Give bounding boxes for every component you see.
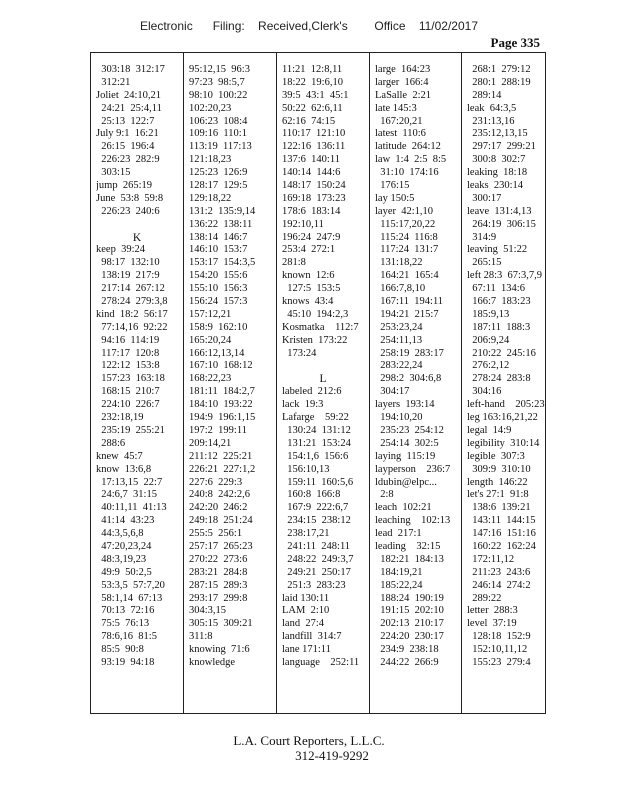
index-entry: 280:1 288:19 xyxy=(467,76,531,88)
index-entry: knowledge xyxy=(189,656,236,668)
index-entry: 24:21 25:4,11 xyxy=(96,102,162,114)
index-entry: 246:14 274:2 xyxy=(467,579,531,591)
index-entry: 167:20,21 xyxy=(375,115,423,127)
index-column-1 xyxy=(91,53,184,713)
index-entry: 227:6 229:3 xyxy=(189,476,243,488)
index-entry: 167:10 168:12 xyxy=(189,360,253,372)
index-entry: 191:15 202:10 xyxy=(375,605,444,617)
index-entry: 106:23 108:4 xyxy=(189,115,248,127)
index-entry: 75:5 76:13 xyxy=(96,618,150,630)
index-entry: 94:16 114:19 xyxy=(96,334,160,346)
index-entry: 254:14 302:5 xyxy=(375,437,439,449)
index-entry: lane 171:11 xyxy=(282,644,331,656)
index-entry: 249:21 250:17 xyxy=(282,566,351,578)
index-entry: 156:24 157:3 xyxy=(189,296,248,308)
index-entry: 224:10 226:7 xyxy=(96,399,160,411)
index-entry: 169:18 173:23 xyxy=(282,192,346,204)
index-entry: keep 39:24 xyxy=(96,244,145,256)
index-entry: lead 217:1 xyxy=(375,528,422,540)
index-entry: 300:17 xyxy=(467,192,502,204)
index-entry: 187:11 188:3 xyxy=(467,321,531,333)
index-entry: 289:22 xyxy=(467,592,502,604)
index-entry: 40:11,11 41:13 xyxy=(96,502,167,514)
index-entry: 305:15 309:21 xyxy=(189,618,253,630)
index-entry: 62:16 74:15 xyxy=(282,115,336,127)
index-entry: 303:18 312:17 xyxy=(96,64,165,75)
index-entry: 288:6 xyxy=(96,437,126,449)
index-entry: 121:18,23 xyxy=(189,154,232,166)
index-entry: 98:10 100:22 xyxy=(189,89,248,101)
index-entry: 78:6,16 81:5 xyxy=(96,631,157,643)
index-entry: 264:19 306:15 xyxy=(467,218,536,230)
index-entry: 283:21 284:8 xyxy=(189,566,248,578)
index-entry: 194:10,20 xyxy=(375,412,423,424)
index-entry: 39:5 43:1 45:1 xyxy=(282,89,349,101)
index-entry: 278:24 283:8 xyxy=(467,373,531,385)
index-entry: 45:10 194:2,3 xyxy=(282,308,349,320)
index-entry: 167:11 194:11 xyxy=(375,296,444,308)
index-section-letter: K xyxy=(132,231,142,244)
index-entry: 268:1 279:12 xyxy=(467,64,531,75)
index-entry: kind 18:2 56:17 xyxy=(96,308,168,320)
index-entry: 226:23 240:6 xyxy=(96,205,160,217)
index-entry: 167:9 222:6,7 xyxy=(282,502,349,514)
index-entry: 304:16 xyxy=(467,386,502,398)
index-entry: law 1:4 2:5 8:5 xyxy=(375,154,447,166)
index-entry: 24:6,7 31:15 xyxy=(96,489,157,501)
index-entry: 206:9,24 xyxy=(467,334,510,346)
index-entry: 211:23 243:6 xyxy=(467,566,531,578)
index-entry: 235:23 254:12 xyxy=(375,424,444,436)
index-entry: 232:18,19 xyxy=(96,412,144,424)
index-entry: June 53:8 59:8 xyxy=(96,192,164,204)
index-entry: leach 102:21 xyxy=(375,502,432,514)
index-entry: leaking 18:18 xyxy=(467,167,528,179)
page-number: Page 335 xyxy=(490,35,540,50)
index-entry: 18:22 19:6,10 xyxy=(282,76,343,88)
index-entry: 226:21 227:1,2 xyxy=(189,463,256,475)
index-entry: 155:10 156:3 xyxy=(189,283,248,295)
index-entry: 258:19 283:17 xyxy=(375,347,444,359)
index-entry: land 27:4 xyxy=(282,618,324,630)
index-entry: 31:10 174:16 xyxy=(375,167,439,179)
index-entry: 147:16 151:16 xyxy=(467,528,536,540)
index-entry: 127:5 153:5 xyxy=(282,283,341,295)
index-entry: 281:8 xyxy=(282,257,306,269)
index-entry: 47:20,23,24 xyxy=(96,540,152,552)
index-entry: 283:22,24 xyxy=(375,360,423,372)
index-entry: leading 32:15 xyxy=(375,540,441,552)
index-entry: layperson 236:7 xyxy=(375,463,451,475)
index-entry: know 13:6,8 xyxy=(96,463,152,475)
index-entry: landfill 314:7 xyxy=(282,631,342,643)
index-entry: 184:10 193:22 xyxy=(189,399,253,411)
index-entry: 293:17 299:8 xyxy=(189,592,248,604)
index-entry: 253:23,24 xyxy=(375,321,423,333)
index-entry: large 164:23 xyxy=(375,64,431,75)
index-entry: 194:9 196:1,15 xyxy=(189,412,256,424)
index-entry: 311:8 xyxy=(189,631,213,643)
index-entry: LAM 2:10 xyxy=(282,605,330,617)
index-entry: 130:24 131:12 xyxy=(282,424,351,436)
index-entry: laying 115:19 xyxy=(375,450,436,462)
index-entry: left-hand 205:23 xyxy=(467,399,545,411)
index-column-3 xyxy=(277,53,370,713)
index-entry: 153:17 154:3,5 xyxy=(189,257,256,269)
index-entry: let's 27:1 91:8 xyxy=(467,489,529,501)
index-entry: July 9:1 16:21 xyxy=(96,128,159,140)
index-entry: 188:24 190:19 xyxy=(375,592,444,604)
index-entry: 242:20 246:2 xyxy=(189,502,248,514)
index-entry: level 37:19 xyxy=(467,618,517,630)
index-entry: 109:16 110:1 xyxy=(189,128,247,140)
index-entry: 110:17 121:10 xyxy=(282,128,346,140)
index-entry: length 146:22 xyxy=(467,476,528,488)
index-entry: 49:9 50:2,5 xyxy=(96,566,152,578)
index-entry: 140:14 144:6 xyxy=(282,167,341,179)
index-entry: 157:12,21 xyxy=(189,308,232,320)
index-entry: 210:22 245:16 xyxy=(467,347,536,359)
index-entry: 154:1,6 156:6 xyxy=(282,450,349,462)
index-entry: 241:11 248:11 xyxy=(282,540,351,552)
index-entry: 168:22,23 xyxy=(189,373,232,385)
index-entry: latest 110:6 xyxy=(375,128,426,140)
index-entry: labeled 212:6 xyxy=(282,386,342,398)
index-entry: 312:21 xyxy=(96,76,131,88)
index-entry: 300:8 302:7 xyxy=(467,154,526,166)
index-entry: knowing 71:6 xyxy=(189,644,250,656)
index-entry: Kristen 173:22 xyxy=(282,334,348,346)
index-entry: leaving 51:22 xyxy=(467,244,528,256)
index-entry: leave 131:4,13 xyxy=(467,205,532,217)
index-entry: 249:18 251:24 xyxy=(189,515,253,527)
page-footer xyxy=(0,733,618,763)
index-entry: 176:15 xyxy=(375,180,410,192)
index-entry: 152:10,11,12 xyxy=(467,644,528,656)
index-entry: 159:11 160:5,6 xyxy=(282,476,354,488)
index-entry: 172:11,12 xyxy=(467,553,515,565)
index-entry: 117:24 131:7 xyxy=(375,244,439,256)
index-entry: known 12:6 xyxy=(282,270,335,282)
index-entry: 196:24 247:9 xyxy=(282,231,341,243)
index-entry: 287:15 289:3 xyxy=(189,579,248,591)
index-entry: 217:14 267:12 xyxy=(96,283,165,295)
index-entry: 178:6 183:14 xyxy=(282,205,341,217)
index-entry: 125:23 126:9 xyxy=(189,167,248,179)
index-entry: 270:22 273:6 xyxy=(189,553,248,565)
index-entry: 166:7,8,10 xyxy=(375,283,426,295)
index-table xyxy=(90,52,546,714)
index-entry: 165:20,24 xyxy=(189,334,232,346)
index-entry: 173:24 xyxy=(282,347,317,359)
index-entry: 148:17 150:24 xyxy=(282,180,346,192)
index-entry: 254:11,13 xyxy=(375,334,423,346)
index-entry: 70:13 72:16 xyxy=(96,605,155,617)
index-entry: 168:15 210:7 xyxy=(96,386,160,398)
index-entry: 129:18,22 xyxy=(189,192,232,204)
index-entry: 67:11 134:6 xyxy=(467,283,525,295)
index-entry: 158:9 162:10 xyxy=(189,321,248,333)
reporter-company: L.A. Court Reporters, L.L.C. xyxy=(233,733,385,748)
index-entry: 11:21 12:8,11 xyxy=(282,64,343,75)
index-entry: lack 19:3 xyxy=(282,399,324,411)
index-section-letter: L xyxy=(319,373,327,386)
index-entry: 289:14 xyxy=(467,89,502,101)
index-entry: 85:5 90:8 xyxy=(96,644,144,656)
index-entry: knew 45:7 xyxy=(96,450,143,462)
index-entry: 185:9,13 xyxy=(467,308,510,320)
index-entry: 131:18,22 xyxy=(375,257,423,269)
index-entry: jump 265:19 xyxy=(96,180,153,192)
index-entry: 44:3,5,6,8 xyxy=(96,528,144,540)
index-entry: 25:13 122:7 xyxy=(96,115,155,127)
index-entry: 93:19 94:18 xyxy=(96,656,155,668)
index-entry: 255:5 256:1 xyxy=(189,528,243,540)
index-entry: 226:23 282:9 xyxy=(96,154,160,166)
index-entry: late 145:3 xyxy=(375,102,417,114)
index-entry: 157:23 163:18 xyxy=(96,373,165,385)
index-entry: 166:12,13,14 xyxy=(189,347,245,359)
index-entry: layer 42:1,10 xyxy=(375,205,434,217)
index-entry: 26:15 196:4 xyxy=(96,141,155,153)
index-entry: 41:14 43:23 xyxy=(96,515,155,527)
index-entry: 194:21 215:7 xyxy=(375,308,439,320)
index-entry: 276:2,12 xyxy=(467,360,510,372)
index-entry xyxy=(282,360,369,373)
index-entry: 297:17 299:21 xyxy=(467,141,536,153)
index-entry: larger 166:4 xyxy=(375,76,429,88)
index-entry: knows 43:4 xyxy=(282,296,334,308)
index-entry: 97:23 98:5,7 xyxy=(189,76,245,88)
index-entry: 298:2 304:6,8 xyxy=(375,373,442,385)
index-entry: 131:21 153:24 xyxy=(282,437,351,449)
index-entry: latitude 264:12 xyxy=(375,141,441,153)
index-entry: legible 307:3 xyxy=(467,450,525,462)
index-entry: 160:8 166:8 xyxy=(282,489,341,501)
index-entry: 115:17,20,22 xyxy=(375,218,436,230)
index-entry xyxy=(96,219,183,232)
index-entry: 192:10,11 xyxy=(282,218,324,230)
reporter-phone: 312-419-9292 xyxy=(295,748,369,763)
index-entry: leg 163:16,21,22 xyxy=(467,412,538,424)
index-column-4 xyxy=(370,53,462,713)
index-entry: 146:10 153:7 xyxy=(189,244,248,256)
index-entry: 164:21 165:4 xyxy=(375,270,439,282)
index-entry: Joliet 24:10,21 xyxy=(96,89,162,101)
index-entry: 184:19,21 xyxy=(375,566,423,578)
index-entry: leaching 102:13 xyxy=(375,515,451,527)
index-entry: 248:22 249:3,7 xyxy=(282,553,354,565)
index-entry: lay 150:5 xyxy=(375,192,415,204)
index-entry: Kosmatka 112:7 xyxy=(282,321,359,333)
index-entry: legibility 310:14 xyxy=(467,437,540,449)
index-entry: 48:3,19,23 xyxy=(96,553,147,565)
index-entry: 156:10,13 xyxy=(282,463,330,475)
index-entry: 234:9 238:18 xyxy=(375,644,439,656)
index-entry: 98:17 132:10 xyxy=(96,257,160,269)
index-entry: 185:22,24 xyxy=(375,579,423,591)
index-entry: 138:19 217:9 xyxy=(96,270,160,282)
index-entry: 231:13,16 xyxy=(467,115,515,127)
index-entry: ldubin@elpc... xyxy=(375,476,437,488)
index-entry: 115:24 116:8 xyxy=(375,231,438,243)
index-entry: 160:22 162:24 xyxy=(467,540,536,552)
index-entry: 234:15 238:12 xyxy=(282,515,351,527)
index-entry: 211:12 225:21 xyxy=(189,450,253,462)
index-entry: 128:17 129:5 xyxy=(189,180,248,192)
index-entry: 197:2 199:11 xyxy=(189,424,247,436)
index-entry: laid 130:11 xyxy=(282,592,330,604)
index-entry: 143:11 144:15 xyxy=(467,515,536,527)
index-entry: 154:20 155:6 xyxy=(189,270,248,282)
index-entry: 137:6 140:11 xyxy=(282,154,340,166)
index-entry: 2:8 xyxy=(375,489,394,501)
index-entry: 17:13,15 22:7 xyxy=(96,476,163,488)
index-entry: 77:14,16 92:22 xyxy=(96,321,168,333)
index-entry: 122:16 136:11 xyxy=(282,141,346,153)
index-entry: 251:3 283:23 xyxy=(282,579,346,591)
index-entry: 155:23 279:4 xyxy=(467,656,531,668)
index-entry: 136:22 138:11 xyxy=(189,218,253,230)
index-entry: Lafarge 59:22 xyxy=(282,412,349,424)
index-entry: 50:22 62:6,11 xyxy=(282,102,343,114)
index-entry: 117:17 120:8 xyxy=(96,347,160,359)
index-entry: leak 64:3,5 xyxy=(467,102,517,114)
index-entry: LaSalle 2:21 xyxy=(375,89,431,101)
index-entry: 265:15 xyxy=(467,257,502,269)
index-entry: 166:7 183:23 xyxy=(467,296,531,308)
index-entry: leaks 230:14 xyxy=(467,180,523,192)
index-column-2 xyxy=(184,53,277,713)
index-entry: 209:14,21 xyxy=(189,437,232,449)
index-entry: 304:17 xyxy=(375,386,410,398)
index-entry: 278:24 279:3,8 xyxy=(96,296,168,308)
index-entry: 182:21 184:13 xyxy=(375,553,444,565)
index-entry: 138:14 146:7 xyxy=(189,231,248,243)
index-entry: 122:12 153:8 xyxy=(96,360,160,372)
index-entry: 181:11 184:2,7 xyxy=(189,386,255,398)
index-entry: 257:17 265:23 xyxy=(189,540,253,552)
index-entry: 309:9 310:10 xyxy=(467,463,531,475)
index-entry: 244:22 266:9 xyxy=(375,656,439,668)
index-column-5 xyxy=(462,53,547,713)
index-entry: 303:15 xyxy=(96,167,131,179)
index-entry: left 28:3 67:3,7,9 xyxy=(467,270,542,282)
index-entry: 138:6 139:21 xyxy=(467,502,531,514)
index-entry: 53:3,5 57:7,20 xyxy=(96,579,165,591)
index-entry: 131:2 135:9,14 xyxy=(189,205,256,217)
index-entry: 238:17,21 xyxy=(282,528,330,540)
index-entry: 128:18 152:9 xyxy=(467,631,531,643)
index-entry: 304:3,15 xyxy=(189,605,227,617)
index-entry: language 252:11 xyxy=(282,656,360,668)
index-entry: legal 14:9 xyxy=(467,424,512,436)
index-entry: 235:12,13,15 xyxy=(467,128,528,140)
index-entry: 240:8 242:2,6 xyxy=(189,489,250,501)
index-entry: 224:20 230:17 xyxy=(375,631,444,643)
index-entry: 102:20,23 xyxy=(189,102,232,114)
index-entry: 95:12,15 96:3 xyxy=(189,64,250,75)
index-entry: 202:13 210:17 xyxy=(375,618,444,630)
index-entry: letter 288:3 xyxy=(467,605,518,617)
index-entry: layers 193:14 xyxy=(375,399,435,411)
index-entry: 58:1,14 67:13 xyxy=(96,592,163,604)
index-entry: 314:9 xyxy=(467,231,497,243)
index-entry: 235:19 255:21 xyxy=(96,424,165,436)
filing-stamp: Electronic Filing: Received,Clerk's Office 11/02/2017 xyxy=(140,19,478,33)
index-entry: 113:19 117:13 xyxy=(189,141,252,153)
index-entry: 253:4 272:1 xyxy=(282,244,336,256)
